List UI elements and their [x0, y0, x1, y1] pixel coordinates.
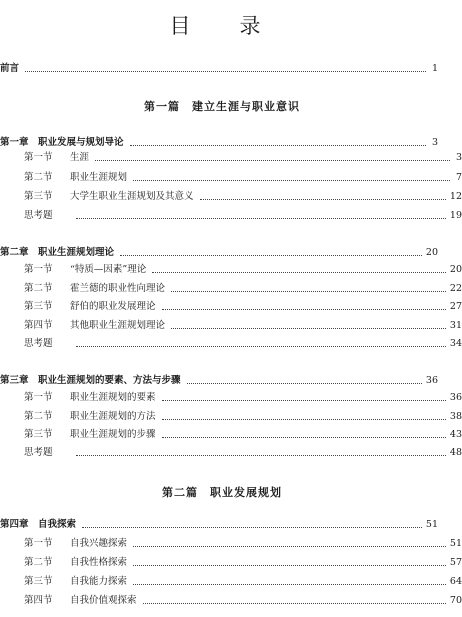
toc-entry-section[interactable]	[0, 319, 462, 333]
section-number: 第一节	[24, 152, 53, 163]
toc-label: 第三章 职业生涯规划的要素、方法与步骤	[0, 375, 181, 386]
section-title: 自我价值观探索	[70, 595, 137, 606]
toc-page-number: 7	[455, 172, 462, 183]
toc-page-number: 48	[449, 447, 462, 458]
toc-entry-section[interactable]	[0, 282, 462, 296]
section-number: 第二节	[24, 411, 53, 422]
toc-entry-chapter[interactable]	[0, 374, 438, 388]
section-title: “特质—因素”理论	[70, 264, 147, 275]
dot-leader	[162, 437, 446, 438]
section-title: 自我兴趣探索	[70, 538, 128, 549]
toc-page-number: 1	[431, 63, 438, 74]
section-number: 思考题	[24, 210, 53, 221]
toc-entry-review[interactable]	[0, 337, 462, 351]
toc-page-number: 43	[449, 429, 462, 440]
dot-leader	[25, 71, 426, 72]
toc-entry-section[interactable]	[0, 190, 462, 204]
toc-entry-section[interactable]	[0, 300, 462, 314]
toc-entry-review[interactable]	[0, 209, 462, 223]
section-title: 职业生涯规划的方法	[70, 411, 156, 422]
dot-leader	[171, 291, 446, 292]
dot-leader	[133, 565, 446, 566]
toc-label: 第四章 自我探索	[0, 519, 77, 530]
toc-entry-section[interactable]	[0, 537, 462, 551]
dot-leader	[162, 309, 446, 310]
dot-leader	[187, 383, 422, 384]
toc-page-number: 38	[449, 411, 462, 422]
section-number: 第三节	[24, 429, 53, 440]
dot-leader	[130, 145, 426, 146]
toc-page-number: 3	[431, 137, 438, 148]
section-number: 第二节	[24, 283, 53, 294]
toc-entry-review[interactable]	[0, 446, 462, 460]
toc-entry-section[interactable]	[0, 575, 462, 589]
toc-page-number: 19	[449, 210, 462, 221]
section-number: 第二节	[24, 557, 53, 568]
section-number: 第一节	[24, 264, 53, 275]
section-number: 第一节	[24, 538, 53, 549]
toc-entry-preface[interactable]	[0, 62, 438, 76]
section-title: 生涯	[70, 152, 90, 163]
dot-leader	[76, 455, 446, 456]
part-heading-1: 第一篇 建立生涯与职业意识	[144, 100, 300, 113]
dot-leader	[76, 218, 446, 219]
section-title: 职业生涯规划的步骤	[70, 429, 156, 440]
toc-page-number: 70	[449, 595, 462, 606]
section-number: 第二节	[24, 172, 53, 183]
dot-leader	[76, 346, 446, 347]
section-title: 霍兰德的职业性向理论	[70, 283, 166, 294]
toc-page-number: 36	[449, 392, 462, 403]
dot-leader	[162, 400, 446, 401]
toc-page-number: 12	[449, 191, 462, 202]
toc-page-number: 36	[425, 375, 438, 386]
dot-leader	[162, 419, 446, 420]
section-number: 第四节	[24, 320, 53, 331]
toc-entry-section[interactable]	[0, 410, 462, 424]
toc-label: 第二章 职业生涯规划理论	[0, 247, 115, 258]
dot-leader	[152, 272, 446, 273]
section-number: 思考题	[24, 447, 53, 458]
section-number: 第三节	[24, 301, 53, 312]
section-title: 舒伯的职业发展理论	[70, 301, 156, 312]
toc-page-number: 20	[425, 247, 438, 258]
toc-entry-section[interactable]	[0, 428, 462, 442]
toc-entry-section[interactable]	[0, 594, 462, 608]
section-title: 自我性格探索	[70, 557, 128, 568]
section-title: 自我能力探索	[70, 576, 128, 587]
toc-entry-section[interactable]	[0, 556, 462, 570]
dot-leader	[82, 527, 422, 528]
toc-page-number: 20	[449, 264, 462, 275]
dot-leader	[133, 180, 450, 181]
toc-label: 第一章 职业发展与规划导论	[0, 137, 124, 148]
section-title: 职业生涯规划	[70, 172, 128, 183]
dot-leader	[133, 584, 446, 585]
section-number: 思考题	[24, 338, 53, 349]
toc-page-number: 31	[449, 320, 462, 331]
dot-leader	[171, 328, 446, 329]
part-heading-2: 第二篇 职业发展规划	[162, 486, 282, 499]
dot-leader	[120, 255, 422, 256]
dot-leader	[95, 160, 450, 161]
dot-leader	[133, 546, 446, 547]
section-number: 第四节	[24, 595, 53, 606]
section-title: 职业生涯规划的要素	[70, 392, 156, 403]
section-number: 第一节	[24, 392, 53, 403]
toc-label: 前言	[0, 63, 20, 74]
page-title: 目 录	[169, 14, 275, 38]
dot-leader	[200, 199, 446, 200]
toc-page-number: 64	[449, 576, 462, 587]
dot-leader	[143, 603, 446, 604]
section-number: 第三节	[24, 576, 53, 587]
section-title: 其他职业生涯规划理论	[70, 320, 166, 331]
section-title: 大学生职业生涯规划及其意义	[70, 191, 194, 202]
toc-page-number: 51	[425, 519, 438, 530]
toc-entry-chapter[interactable]	[0, 518, 438, 532]
toc-entry-section[interactable]	[0, 391, 462, 405]
toc-entry-section[interactable]	[0, 151, 462, 165]
toc-page-number: 34	[449, 338, 462, 349]
toc-page-number: 3	[455, 152, 462, 163]
toc-entry-chapter[interactable]	[0, 136, 438, 150]
toc-entry-section[interactable]	[0, 263, 462, 277]
toc-page-number: 27	[449, 301, 462, 312]
toc-page-number: 22	[449, 283, 462, 294]
toc-page-number: 51	[449, 538, 462, 549]
toc-entry-chapter[interactable]	[0, 246, 438, 260]
section-number: 第三节	[24, 191, 53, 202]
toc-page-number: 57	[449, 557, 462, 568]
toc-entry-section[interactable]	[0, 171, 462, 185]
